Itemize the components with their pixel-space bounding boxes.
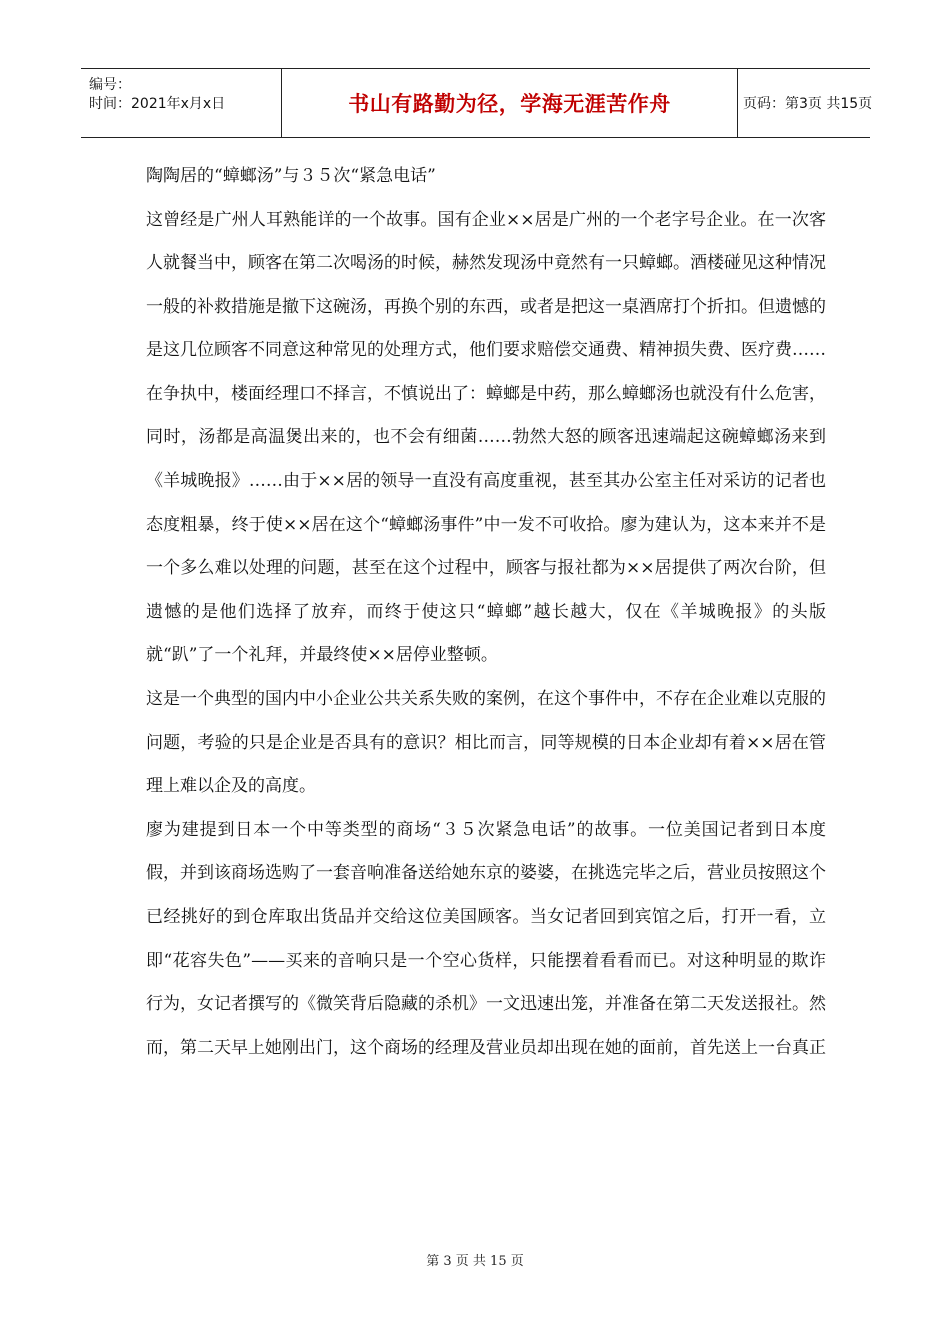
motto: 书山有路勤为径，学海无涯苦作舟 bbox=[348, 92, 671, 116]
article-body bbox=[146, 155, 826, 1070]
page-info: 页码：第3页 共15页 bbox=[743, 96, 873, 112]
header-table bbox=[81, 68, 873, 138]
paragraph-1: 这曾经是广州人耳熟能详的一个故事。国有企业××居是广州的一个老字号企业。在一次客人就餐当中，顾客在第二次喝汤的时候，赫然发现汤中竟然有一只蟑螂。酒楼碰见这种情况一般的补救措施是撤下这碗汤，再换个别的东西，或者是把这一桌酒席打个折扣。但遗憾的是这几位顾客不同意这种常见的处理方式，他们要求赔偿交通费、精神损失费、医疗费……在争执中，楼面经理口不择言，不慎说出了：蟑螂是中药，那么蟑螂汤也就没有什么危害，同时，汤都是高温煲出来的，也不会有细菌……勃然大怒的顾客迅速端起这碗蟑螂汤来到《羊城晚报》……由于××居的领导一直没有高度重视，甚至其办公室主任对采访的记者也态度粗暴，终于使××居在这个“蟑螂汤事件”中一发不可收拾。廖为建认为，这本来并不是一个多么难以处理的问题，甚至在这个过程中，顾客与报社都为××居提供了两次台阶，但遗憾的是他们选择了放弃，而终于使这只“蟑螂”越长越大，仅在《羊城晚报》的头版就“趴”了一个礼拜，并最终使××居停业整顿。 bbox=[146, 209, 826, 666]
date-line: 时间：2021年x月x日 bbox=[89, 96, 226, 112]
paragraph-3: 廖为建提到日本一个中等类型的商场“３５次紧急电话”的故事。一位美国记者到日本度假，并到该商场选购了一套音响准备送给她东京的婆婆，在挑选完毕之后，营业员按照这个已经挑好的到仓库取出货品并交给这位美国顾客。当女记者回到宾馆之后，打开一看，立即“花容失色”——买来的音响只是一个空心货样，只能摆着看看而已。对这种明显的欺诈行为，女记者撰写的《微笑背后隐藏的杀机》一文迅速出笼，并准备在第二天发送报社。然而，第二天早上她刚出门，这个商场的经理及营业员却出现在她的面前，首先送上一台真正 bbox=[146, 819, 826, 1058]
paragraph-2: 这是一个典型的国内中小企业公共关系失败的案例，在这个事件中，不存在企业难以克服的问题，考验的只是企业是否具有的意识？相比而言，同等规模的日本企业却有着××居在管理上难以企及的高度。 bbox=[146, 689, 826, 797]
number-label: 编号： bbox=[89, 77, 131, 93]
article-title: 陶陶居的“蟑螂汤”与３５次“紧急电话” bbox=[146, 166, 436, 186]
header-left-cell bbox=[81, 69, 281, 137]
header-page-cell bbox=[737, 69, 876, 137]
header-motto-cell bbox=[281, 69, 738, 137]
page-footer: 第 3 页 共 15 页 bbox=[426, 1254, 524, 1269]
